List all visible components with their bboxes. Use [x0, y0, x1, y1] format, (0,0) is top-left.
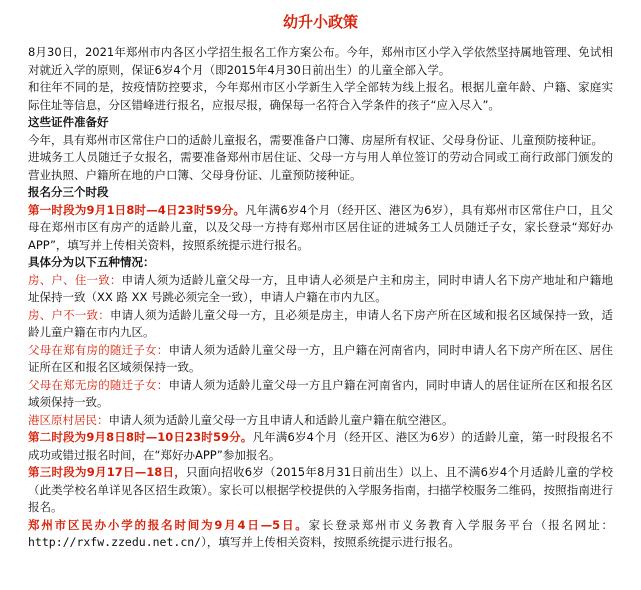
- second-period-text: 凡年满6岁4个月（经开区、港区为6岁）的适龄儿童，第一时段报名不成功或错过报名时间，在“郑好办APP”参加报名。: [28, 430, 613, 462]
- case-text: 申请人须为适龄儿童父母一方且申请人和适龄儿童户籍在航空港区。: [108, 412, 454, 427]
- third-period-label: 第三时段为9月17日—18日，: [28, 465, 187, 479]
- case-text: 申请人须为适龄儿童父母一方，且户籍在河南省内，同时申请人名下房产所在区、居住证所在区和报名区域须保持一致。: [28, 342, 613, 374]
- case-label: 父母在郑有房的随迁子女：: [28, 342, 169, 357]
- intro-paragraph-1: 8月30日，2021年郑州市内各区小学招生报名工作方案公布。今年，郑州市区小学入学依然坚持属地管理、免试相对就近入学的原则，保证6岁4个月（即2015年4月30日前出生）的儿童全部入学。: [28, 45, 613, 77]
- first-period-paragraph: [28, 202, 613, 255]
- first-period-label: 第一时段为9月1日8时—4日23时59分。: [28, 202, 246, 217]
- periods-heading: 报名分三个时段: [28, 185, 109, 199]
- private-school-label: 郑州市区民办小学的报名时间为9月4日—5日。: [28, 517, 309, 532]
- case-text: 申请人须为适龄儿童父母一方，且申请人必须是户主和房主，同时申请人名下房产地址和户籍地址保持一致（XX 路 XX 号跳必须完全一致），申请人户籍在市内九区。: [28, 272, 614, 304]
- private-school-text: 家长登录郑州市义务教育入学服务平台（报名网址：: [308, 517, 613, 532]
- case-item: [28, 342, 613, 377]
- documents-heading: 这些证件准备好: [28, 115, 109, 129]
- case-label: 房、户不一致：: [28, 307, 110, 322]
- article-title: 幼升小政策: [282, 13, 358, 31]
- documents-paragraph-1: 今年，具有郑州市区常住户口的适龄儿童报名，需要准备户口簿、房屋所有权证、父母身份证、儿童预防接种证。: [28, 132, 603, 147]
- private-school-paragraph: [28, 517, 613, 552]
- case-text: 申请人须为适龄儿童父母一方且户籍在河南省内，同时申请人的居住证所在区和报名区域须保持一致。: [28, 377, 613, 409]
- private-school-text-end: ），填写并上传相关资料，按照系统提示进行报名。: [201, 535, 460, 549]
- case-item: [28, 412, 613, 430]
- third-period-text: 只面向招收6岁（2015年8月31日前出生）以上、且不满6岁4个月适龄儿童的学校（此类学校名单详见各区招生政策）。家长可以根据学校提供的入学服务指南，扫描学校服务二维码，按照指南进行报名。: [28, 465, 613, 514]
- documents-paragraph-2: 进城务工人员随迁子女报名，需要准备郑州市居住证、父母一方与用人单位签订的劳动合同或工商行政部门颁发的营业执照、户籍所在地的户口簿、父母身份证、儿童预防接种证。: [28, 150, 613, 182]
- second-period-label: 第二时段为9月8日8时—10日23时59分。: [28, 430, 253, 444]
- third-period-paragraph: [28, 464, 613, 517]
- case-label: 父母在郑无房的随迁子女：: [28, 377, 169, 392]
- case-item: [28, 377, 613, 412]
- case-label: 港区原村居民：: [28, 412, 109, 427]
- case-item: [28, 272, 613, 307]
- intro-paragraph-2: 和往年不同的是，按疫情防控要求，今年郑州市区小学新生入学全部转为线上报名。根据儿童年龄、户籍、家庭实际住址等信息，分区错峰进行报名，应报尽报，确保每一名符合入学条件的孩子“应入尽入”。: [28, 80, 613, 112]
- case-label: 房、户、住一致：: [28, 272, 122, 287]
- registration-url-link[interactable]: http://rxfw.zzedu.net.cn/: [28, 535, 202, 549]
- first-period-text: 凡年满6岁4个月（经开区、港区为6岁），具有郑州市区常住户口，且父母在郑州市区有房产的适龄儿童，以及父母一方持有郑州市区居住证的进城务工人员随迁子女，家长登录“郑好办APP”，填写并上传相关资料，按照系统提示进行报名。: [28, 202, 613, 252]
- second-period-paragraph: [28, 429, 613, 464]
- case-item: [28, 307, 613, 342]
- cases-heading: 具体分为以下五种情况：: [28, 255, 155, 269]
- case-text: 申请人须为适龄儿童父母一方，且必须是房主，申请人名下房产所在区域和报名区域保持一致，适龄儿童户籍在市内九区。: [28, 307, 614, 339]
